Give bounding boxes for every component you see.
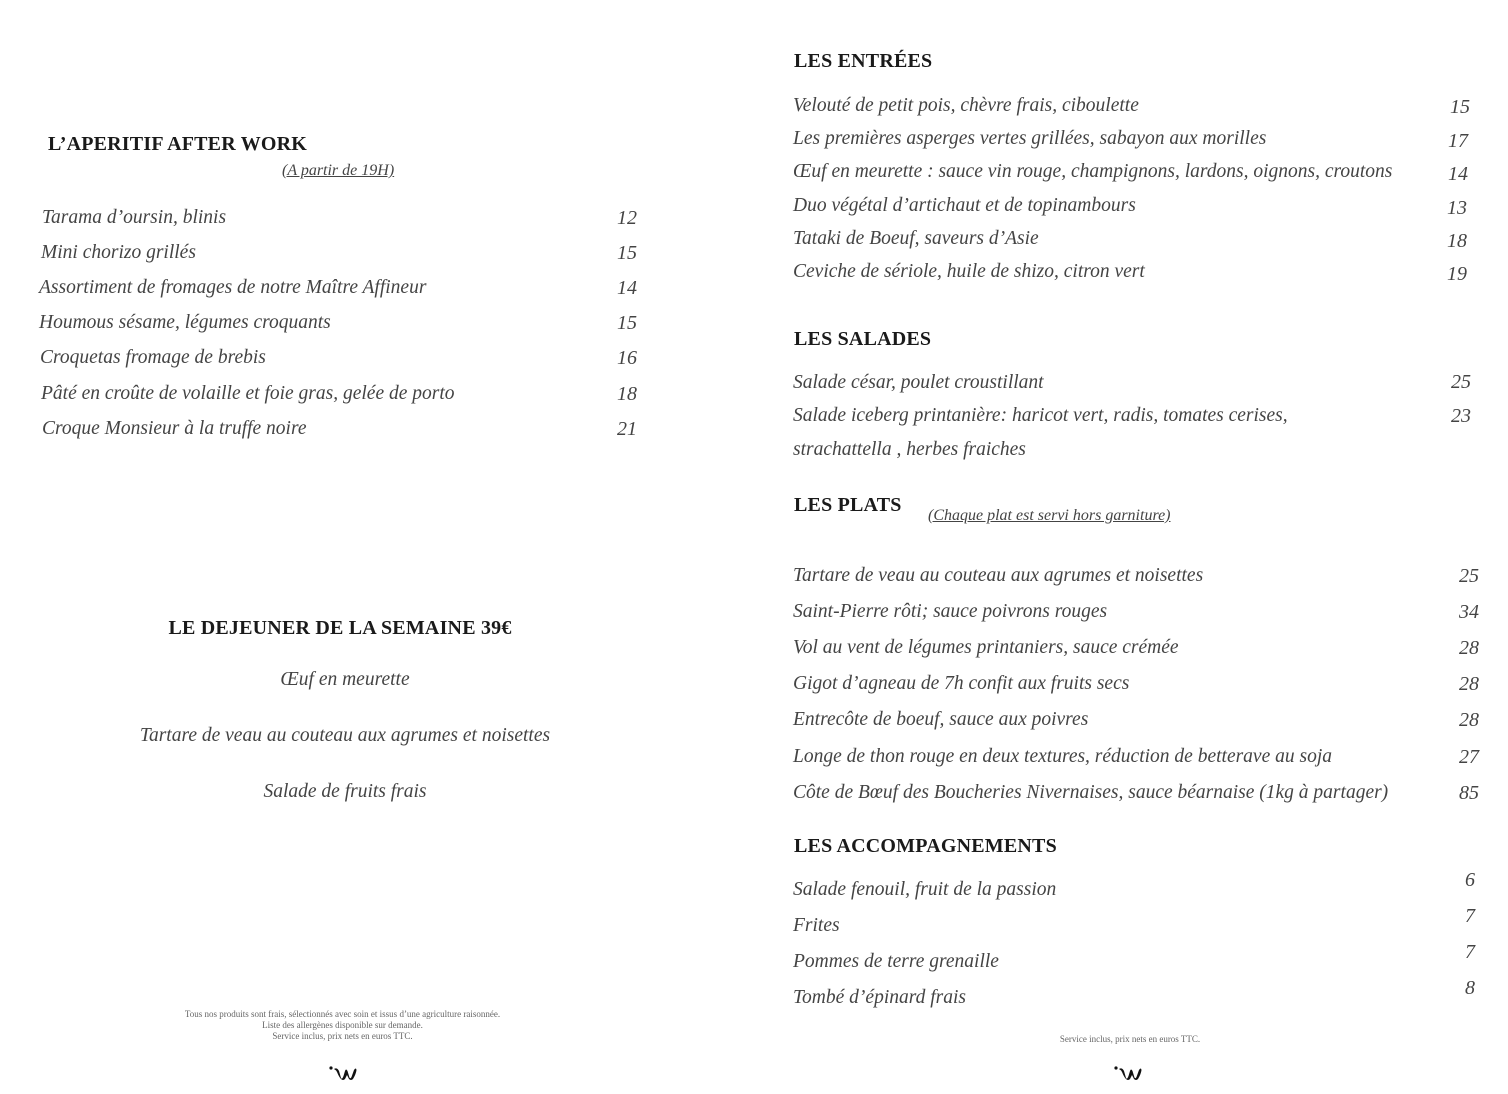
list-item: Les premières asperges vertes grillées, sabayon aux morilles: [793, 128, 1267, 149]
salades-title: LES SALADES: [794, 328, 932, 350]
left-footer-note: [100, 1009, 585, 1042]
list-item: Tartare de veau au couteau aux agrumes et noisettes: [793, 565, 1204, 586]
item-price: 25: [1459, 565, 1479, 587]
item-price: 12: [617, 207, 637, 229]
aperitif-subtitle: (A partir de 19H): [282, 162, 395, 179]
plats-note: (Chaque plat est servi hors garniture): [928, 507, 1171, 524]
list-item: Mini chorizo grillés: [41, 242, 196, 263]
list-item: Côte de Bœuf des Boucheries Nivernaises, sauce béarnaise (1kg à partager): [793, 782, 1389, 803]
item-price: 85: [1459, 782, 1479, 804]
list-item: Vol au vent de légumes printaniers, sauce crémée: [793, 637, 1179, 658]
entrees-title: LES ENTRÉES: [794, 50, 933, 72]
item-price: 17: [1448, 130, 1468, 152]
list-item: Ceviche de sériole, huile de shizo, citron vert: [793, 261, 1145, 282]
list-item: Tombé d’épinard frais: [793, 987, 966, 1008]
list-item: Tataki de Boeuf, saveurs d’Asie: [793, 228, 1039, 249]
list-item: Œuf en meurette : sauce vin rouge, champignons, lardons, oignons, croutons: [793, 161, 1393, 182]
w-brand-logo-icon: [1114, 1065, 1142, 1081]
list-item: Croque Monsieur à la truffe noire: [42, 418, 307, 439]
w-brand-logo-icon: [329, 1065, 357, 1081]
list-item: Frites: [793, 915, 840, 936]
footer-line: Liste des allergènes disponible sur demande.: [262, 1020, 423, 1030]
list-item: Pâté en croûte de volaille et foie gras, gelée de porto: [41, 383, 455, 404]
item-price: 18: [1447, 230, 1467, 252]
item-price: 28: [1459, 673, 1479, 695]
item-price: 18: [617, 383, 637, 405]
aperitif-title: L’APERITIF AFTER WORK: [48, 133, 308, 155]
dejeuner-course: Œuf en meurette: [280, 669, 410, 690]
list-item-continued: strachattella , herbes fraiches: [793, 439, 1026, 460]
item-price: 21: [617, 418, 637, 440]
item-price: 7: [1465, 941, 1475, 963]
list-item: Pommes de terre grenaille: [793, 951, 999, 972]
item-price: 15: [617, 242, 637, 264]
footer-line: Service inclus, prix nets en euros TTC.: [1059, 1034, 1201, 1044]
dejeuner-course: Tartare de veau au couteau aux agrumes et noisettes: [139, 725, 551, 746]
item-price: 7: [1465, 905, 1475, 927]
item-price: 25: [1451, 371, 1471, 393]
list-item: Gigot d’agneau de 7h confit aux fruits secs: [793, 673, 1130, 694]
dejeuner-course: Salade de fruits frais: [263, 781, 427, 802]
list-item: Saint-Pierre rôti; sauce poivrons rouges: [793, 601, 1108, 622]
item-price: 28: [1459, 709, 1479, 731]
item-price: 14: [617, 277, 637, 299]
footer-line: Tous nos produits sont frais, sélectionnés avec soin et issus d’une agriculture raisonnée.: [184, 1009, 501, 1019]
list-item: Croquetas fromage de brebis: [40, 347, 266, 368]
item-price: 8: [1465, 977, 1475, 999]
item-price: 13: [1447, 197, 1467, 219]
item-price: 15: [1450, 96, 1470, 118]
list-item: Assortiment de fromages de notre Maître Affineur: [39, 277, 427, 298]
list-item: Velouté de petit pois, chèvre frais, ciboulette: [793, 95, 1139, 116]
list-item: Entrecôte de boeuf, sauce aux poivres: [793, 709, 1089, 730]
list-item: Tarama d’oursin, blinis: [42, 207, 227, 228]
item-price: 14: [1448, 163, 1468, 185]
item-price: 15: [617, 312, 637, 334]
list-item: Salade fenouil, fruit de la passion: [793, 879, 1057, 900]
list-item: Longe de thon rouge en deux textures, réduction de betterave au soja: [793, 746, 1333, 767]
item-price: 23: [1451, 405, 1471, 427]
footer-line: Service inclus, prix nets en euros TTC.: [272, 1031, 413, 1041]
item-price: 34: [1459, 601, 1479, 623]
item-price: 27: [1459, 746, 1479, 768]
accompagnements-title: LES ACCOMPAGNEMENTS: [794, 835, 1057, 857]
item-price: 19: [1447, 263, 1467, 285]
item-price: 16: [617, 347, 637, 369]
dejeuner-title: LE DEJEUNER DE LA SEMAINE 39€: [168, 617, 512, 639]
item-price: 6: [1465, 869, 1475, 891]
list-item: Houmous sésame, légumes croquants: [39, 312, 331, 333]
list-item: Salade césar, poulet croustillant: [793, 372, 1044, 393]
plats-title: LES PLATS: [794, 494, 902, 516]
list-item: Duo végétal d’artichaut et de topinambours: [793, 195, 1136, 216]
right-footer-note: [980, 1034, 1280, 1045]
item-price: 28: [1459, 637, 1479, 659]
list-item: Salade iceberg printanière: haricot vert, radis, tomates cerises,: [793, 405, 1288, 426]
